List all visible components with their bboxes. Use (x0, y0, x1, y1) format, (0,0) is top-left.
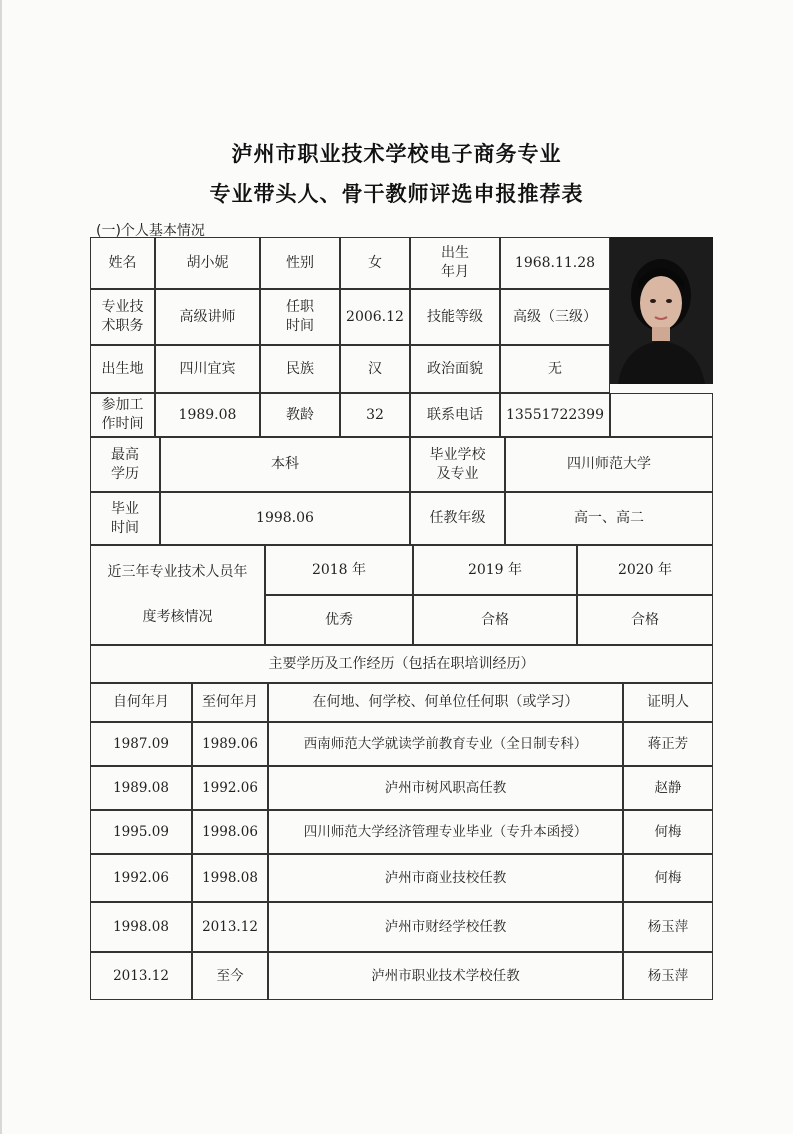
blank-cell (610, 393, 713, 437)
form-subtitle: 专业带头人、骨干教师评选申报推荐表 (209, 182, 584, 206)
birth-label: 出生 年月 (410, 237, 500, 289)
history-cell: 1992.06 (192, 766, 268, 810)
history-cell: 泸州市财经学校任教 (268, 902, 623, 952)
portrait-image (610, 237, 713, 384)
assessment-result: 合格 (413, 595, 577, 645)
form-title: 泸州市职业技术学校电子商务专业 (231, 142, 562, 166)
assessment-year: 2019 年 (413, 545, 577, 595)
history-header: 在何地、何学校、何单位任何职（或学习） (268, 683, 623, 722)
history-cell: 2013.12 (90, 952, 192, 1000)
history-cell: 1998.08 (90, 902, 192, 952)
history-cell: 1998.08 (192, 854, 268, 902)
section-label-basic: (一)个人基本情况 (96, 223, 205, 239)
history-header: 证明人 (623, 683, 713, 722)
grade-label: 任教年级 (410, 492, 505, 545)
applicant-photo (610, 237, 713, 384)
assessment-label-line: 度考核情况 (142, 609, 213, 625)
history-cell: 泸州市树风职高任教 (268, 766, 623, 810)
history-cell: 1995.09 (90, 810, 192, 854)
name-label: 姓名 (90, 237, 155, 289)
work-start-label: 参加工 作时间 (90, 393, 155, 437)
teach-years-label: 教龄 (260, 393, 340, 437)
history-cell: 1998.06 (192, 810, 268, 854)
school-label: 毕业学校 及专业 (410, 437, 505, 492)
history-cell: 何梅 (623, 854, 713, 902)
edu-value: 本科 (160, 437, 410, 492)
title-value: 高级讲师 (155, 289, 260, 345)
ethnic-label: 民族 (260, 345, 340, 393)
history-cell: 1992.06 (90, 854, 192, 902)
birth-value: 1968.11.28 (500, 237, 610, 289)
assessment-result: 优秀 (265, 595, 413, 645)
history-cell: 杨玉萍 (623, 952, 713, 1000)
teach-years-value: 32 (340, 393, 410, 437)
assessment-year: 2020 年 (577, 545, 713, 595)
history-cell: 至今 (192, 952, 268, 1000)
edu-label: 最高 学历 (90, 437, 160, 492)
history-cell: 蒋正芳 (623, 722, 713, 766)
history-header: 至何年月 (192, 683, 268, 722)
history-cell: 杨玉萍 (623, 902, 713, 952)
birthplace-label: 出生地 (90, 345, 155, 393)
history-header: 自何年月 (90, 683, 192, 722)
political-label: 政治面貌 (410, 345, 500, 393)
assessment-result: 合格 (577, 595, 713, 645)
history-cell: 赵静 (623, 766, 713, 810)
title-label: 专业技 术职务 (90, 289, 155, 345)
history-cell: 西南师范大学就读学前教育专业（全日制专科） (268, 722, 623, 766)
title-date-value: 2006.12 (340, 289, 410, 345)
gender-value: 女 (340, 237, 410, 289)
school-value: 四川师范大学 (505, 437, 713, 492)
assessment-year: 2018 年 (265, 545, 413, 595)
assessment-label-line: 近三年专业技术人员年 (107, 564, 248, 581)
grad-label: 毕业 时间 (90, 492, 160, 545)
history-cell: 何梅 (623, 810, 713, 854)
title-date-label: 任职 时间 (260, 289, 340, 345)
work-start-value: 1989.08 (155, 393, 260, 437)
skill-label: 技能等级 (410, 289, 500, 345)
grade-value: 高一、高二 (505, 492, 713, 545)
gender-label: 性别 (260, 237, 340, 289)
history-cell: 1989.08 (90, 766, 192, 810)
name-value: 胡小妮 (155, 237, 260, 289)
history-cell: 1987.09 (90, 722, 192, 766)
history-heading: 主要学历及工作经历（包括在职培训经历） (90, 645, 713, 683)
history-cell: 四川师范大学经济管理专业毕业（专升本函授） (268, 810, 623, 854)
history-cell: 2013.12 (192, 902, 268, 952)
ethnic-value: 汉 (340, 345, 410, 393)
phone-value: 13551722399 (500, 393, 610, 437)
assessment-label (90, 545, 265, 645)
skill-value: 高级（三级） (500, 289, 610, 345)
history-cell: 1989.06 (192, 722, 268, 766)
grad-value: 1998.06 (160, 492, 410, 545)
history-cell: 泸州市职业技术学校任教 (268, 952, 623, 1000)
history-cell: 泸州市商业技校任教 (268, 854, 623, 902)
political-value: 无 (500, 345, 610, 393)
birthplace-value: 四川宜宾 (155, 345, 260, 393)
phone-label: 联系电话 (410, 393, 500, 437)
